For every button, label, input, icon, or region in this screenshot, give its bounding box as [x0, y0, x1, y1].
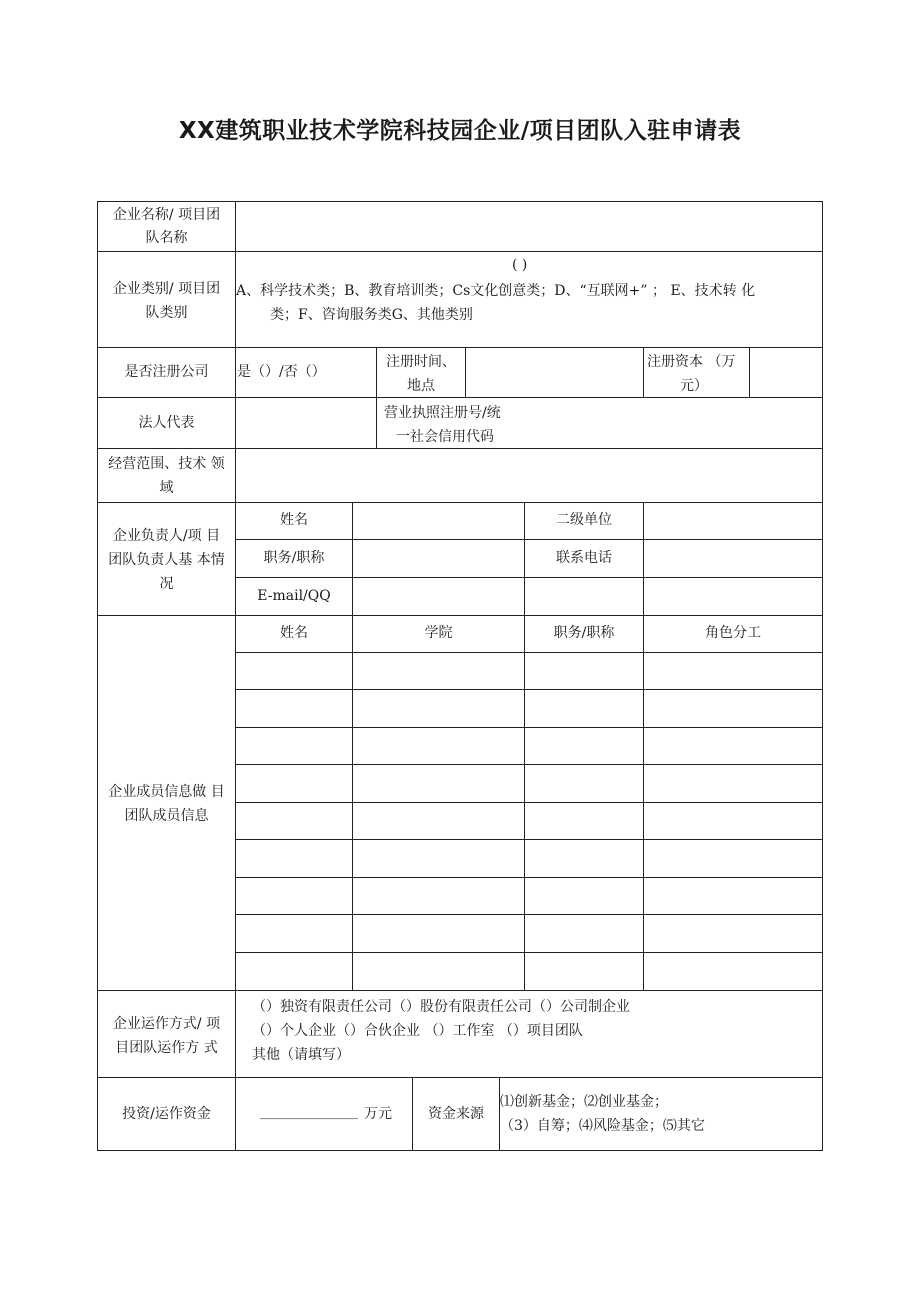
members-section-label: 企业成员信息做 目 — [108, 784, 225, 800]
members-entry-grid[interactable] — [237, 654, 821, 989]
category-label-2: 队类别 — [145, 305, 188, 321]
operation-options-line-1[interactable]: （）独资有限责任公司（）股份有限责任公司（）公司制企业 — [252, 999, 630, 1015]
license-number-label-2: 一社会信用代码 — [396, 429, 494, 445]
category-options-line-1: A、科学技术类；B、教育培训类；Cs文化创意类；D、“互联网+” ； E、技术转 化 — [236, 283, 756, 299]
license-number-label: 营业执照注册号/统 — [384, 405, 501, 421]
company-name-label-2: 队名称 — [145, 230, 188, 246]
registration-time-place-field[interactable] — [467, 349, 642, 396]
funding-source-label: 资金来源 — [428, 1106, 484, 1122]
leader-position-field[interactable] — [354, 541, 523, 576]
legal-rep-label: 法人代表 — [138, 415, 195, 431]
members-section-label-2: 团队成员信息 — [124, 808, 209, 824]
operation-other-label[interactable]: 其他（请填写） — [252, 1047, 350, 1063]
leader-email-label: E-mail/QQ — [257, 588, 331, 604]
leader-position-label: 职务/职称 — [263, 550, 325, 566]
company-name-label: 企业名称/ 项目团 — [112, 207, 221, 223]
funding-source-options-2[interactable]: （3）自筹；⑷风险基金；⑸其它 — [500, 1118, 705, 1134]
leader-phone-label: 联系电话 — [556, 550, 612, 566]
leader-section-label-3: 况 — [159, 576, 174, 592]
members-header-college: 学院 — [424, 625, 453, 641]
registration-time-place-label: 注册时间、 — [386, 354, 456, 370]
category-choice-paren[interactable]: ( ) — [512, 257, 528, 273]
registration-time-place-label-2: 地点 — [407, 378, 435, 394]
business-scope-label-2: 域 — [159, 480, 174, 496]
members-header-name: 姓名 — [280, 625, 308, 641]
members-header-role: 角色分工 — [705, 625, 761, 641]
operation-label: 企业运作方式/ 项 — [112, 1016, 221, 1032]
registered-capital-field[interactable] — [751, 349, 821, 396]
leader-phone-field[interactable] — [645, 541, 821, 576]
leader-unit-label: 二级单位 — [556, 512, 612, 528]
operation-label-2: 目团队运作方 式 — [115, 1040, 218, 1056]
legal-rep-field[interactable] — [237, 399, 375, 447]
funding-label: 投资/运作资金 — [122, 1106, 211, 1122]
leader-email-field[interactable] — [354, 579, 523, 614]
operation-options-line-2[interactable]: （）个人企业（）合伙企业 （）工作室 （）项目团队 — [252, 1023, 583, 1039]
leader-name-label: 姓名 — [280, 512, 308, 528]
registered-capital-label: 注册资本 （万 — [647, 354, 736, 370]
funding-amount-blank[interactable]: ______________ — [260, 1104, 358, 1120]
funding-amount-unit: 万元 — [364, 1106, 392, 1122]
members-header-position: 职务/职称 — [553, 625, 615, 641]
funding-source-options-1[interactable]: ⑴创新基金；⑵创业基金； — [500, 1094, 668, 1110]
registered-capital-label-2: 元） — [680, 378, 708, 394]
leader-section-label-2: 团队负责人基 本情 — [108, 552, 225, 568]
leader-name-field[interactable] — [354, 504, 523, 538]
registered-yes-no[interactable]: 是（）/否（） — [237, 364, 326, 380]
leader-unit-field[interactable] — [645, 504, 821, 538]
registered-label: 是否注册公司 — [124, 364, 209, 380]
page-title: XX建筑职业技术学院科技园企业/项目团队入驻申请表 — [178, 118, 742, 144]
business-scope-label: 经营范围、技术 领 — [108, 456, 225, 472]
category-label: 企业类别/ 项目团 — [112, 281, 221, 297]
business-scope-field[interactable] — [237, 450, 821, 501]
leader-section-label: 企业负责人/项 目 — [112, 528, 221, 544]
company-name-field[interactable] — [237, 203, 821, 250]
category-options-line-2: 类；F、咨询服务类G、其他类别 — [270, 307, 473, 323]
